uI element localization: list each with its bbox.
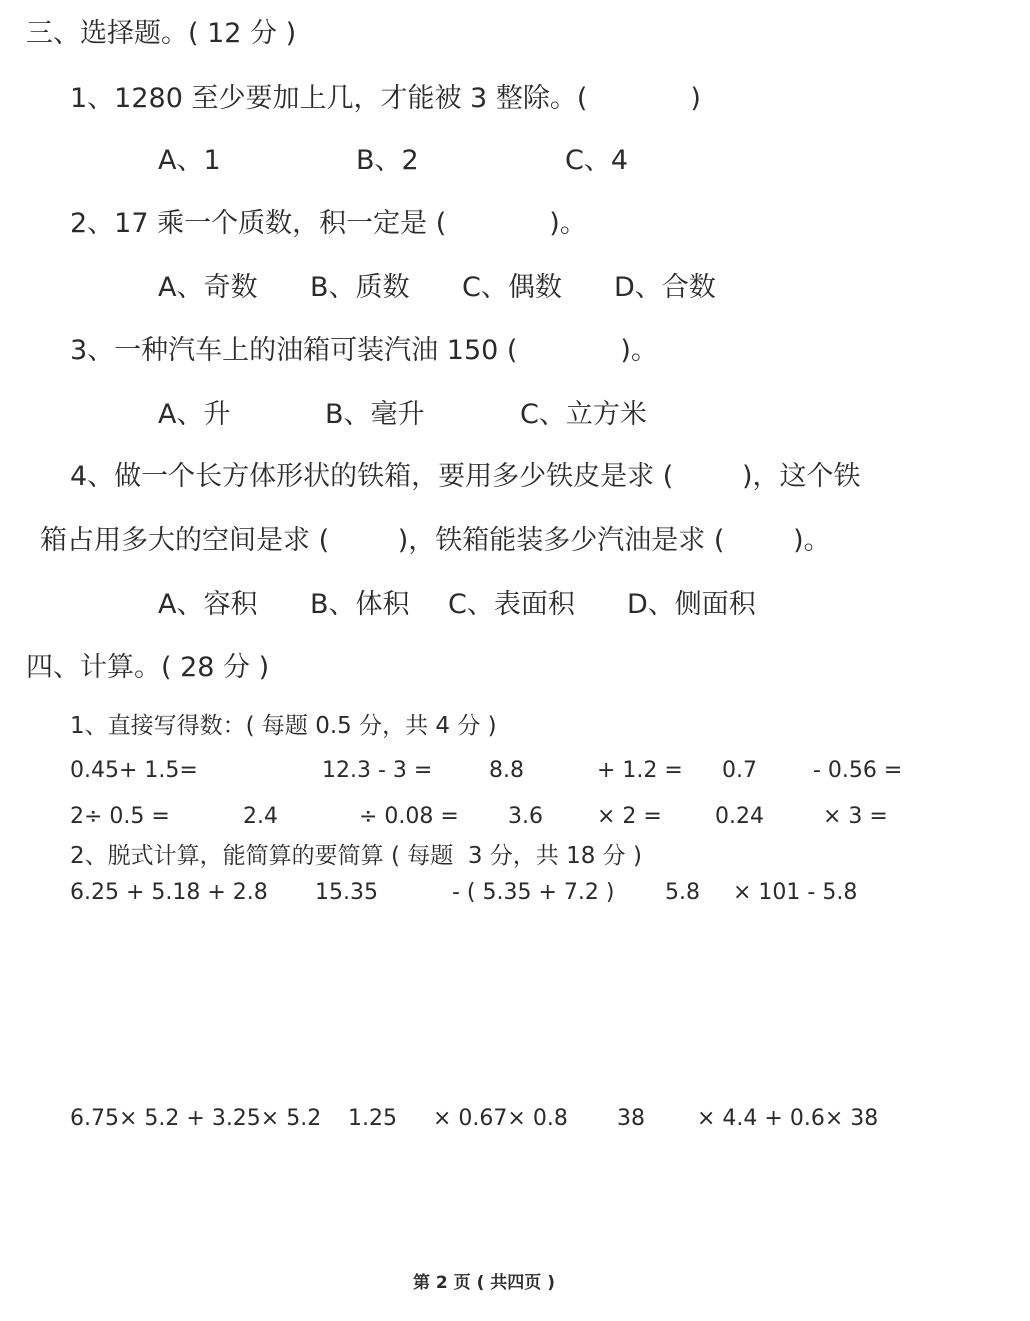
question-2-text: 2、17 乘一个质数，积一定是 ( )。 bbox=[70, 208, 587, 239]
oral-calc-item: 0.7 bbox=[722, 758, 757, 783]
oral-calc-item: ÷ 0.08 = bbox=[359, 804, 459, 829]
step-calc-item: 5.8 bbox=[665, 880, 700, 905]
step-calc-item: 38 bbox=[617, 1106, 645, 1131]
oral-calc-item: 0.24 bbox=[715, 804, 764, 829]
q1-option-b: B、2 bbox=[356, 145, 419, 176]
oral-calc-item: × 2 = bbox=[597, 804, 662, 829]
question-3-text: 3、一种汽车上的油箱可装汽油 150 ( )。 bbox=[70, 335, 658, 366]
q4-option-d: D、侧面积 bbox=[627, 589, 756, 620]
oral-calc-item: 8.8 bbox=[489, 758, 524, 783]
question-1-text: 1、1280 至少要加上几，才能被 3 整除。( ) bbox=[70, 83, 701, 114]
step-calc-item: × 101 - 5.8 bbox=[733, 880, 858, 905]
q2-option-a: A、奇数 bbox=[158, 272, 258, 303]
part-2-heading: 2、脱式计算，能简算的要简算 ( 每题 3 分，共 18 分 ) bbox=[70, 843, 642, 869]
section-3-title: 三、选择题。( 12 分 ) bbox=[26, 18, 297, 49]
q1-option-a: A、1 bbox=[158, 145, 221, 176]
oral-calc-item: 3.6 bbox=[508, 804, 543, 829]
question-4-line-2: 箱占用多大的空间是求 ( )，铁箱能装多少汽油是求 ( )。 bbox=[40, 525, 831, 556]
q4-option-c: C、表面积 bbox=[448, 589, 575, 620]
oral-calc-item: 2÷ 0.5 = bbox=[70, 804, 170, 829]
step-calc-item: 15.35 bbox=[315, 880, 378, 905]
q2-option-b: B、质数 bbox=[310, 272, 410, 303]
q3-option-c: C、立方米 bbox=[520, 399, 647, 430]
step-calc-item: 6.75× 5.2 + 3.25× 5.2 bbox=[70, 1106, 322, 1131]
step-calc-item: × 0.67× 0.8 bbox=[433, 1106, 568, 1131]
section-4-title: 四、计算。( 28 分 ) bbox=[26, 652, 270, 683]
step-calc-item: 6.25 + 5.18 + 2.8 bbox=[70, 880, 268, 905]
oral-calc-item: 0.45+ 1.5= bbox=[70, 758, 198, 783]
q2-option-c: C、偶数 bbox=[462, 272, 562, 303]
oral-calc-item: - 0.56 = bbox=[813, 758, 903, 783]
step-calc-item: × 4.4 + 0.6× 38 bbox=[697, 1106, 879, 1131]
oral-calc-item: + 1.2 = bbox=[597, 758, 683, 783]
q3-option-b: B、毫升 bbox=[325, 399, 425, 430]
q4-option-a: A、容积 bbox=[158, 589, 258, 620]
q2-option-d: D、合数 bbox=[614, 272, 716, 303]
q3-option-a: A、升 bbox=[158, 399, 231, 430]
step-calc-item: - ( 5.35 + 7.2 ) bbox=[452, 880, 615, 905]
question-4-line-1: 4、做一个长方体形状的铁箱，要用多少铁皮是求 ( )，这个铁 bbox=[70, 461, 861, 492]
q1-option-c: C、4 bbox=[565, 145, 629, 176]
part-1-heading: 1、直接写得数：( 每题 0.5 分，共 4 分 ) bbox=[70, 713, 497, 739]
oral-calc-item: × 3 = bbox=[823, 804, 888, 829]
page-footer: 第 2 页 ( 共四页 ) bbox=[413, 1273, 555, 1293]
q4-option-b: B、体积 bbox=[310, 589, 410, 620]
oral-calc-item: 12.3 - 3 = bbox=[322, 758, 433, 783]
step-calc-item: 1.25 bbox=[348, 1106, 397, 1131]
oral-calc-item: 2.4 bbox=[243, 804, 278, 829]
